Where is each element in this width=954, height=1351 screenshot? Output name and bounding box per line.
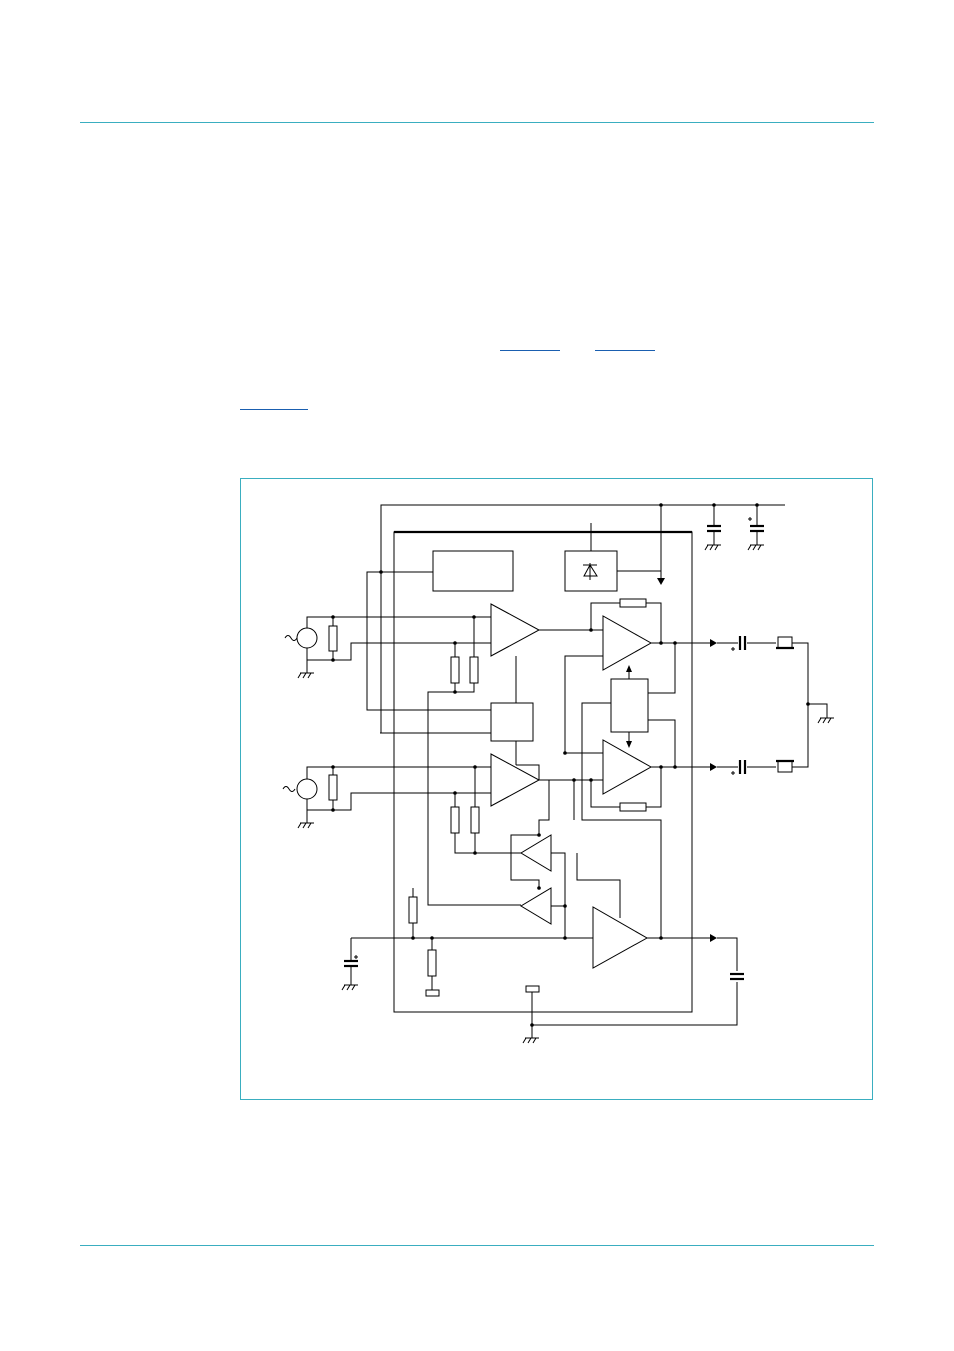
amplifier-icon — [603, 740, 651, 794]
arrow-right-icon — [710, 934, 717, 942]
arrow-right-icon — [710, 639, 717, 647]
ground-icon — [298, 823, 314, 828]
resistor-icon — [620, 803, 646, 811]
amplifier-icon — [521, 888, 551, 924]
source-icon — [297, 779, 317, 799]
resistor-icon — [329, 775, 337, 800]
source-icon — [297, 628, 317, 648]
ground-icon — [342, 985, 358, 990]
footer-rule — [80, 1245, 874, 1246]
supply-rail — [381, 505, 785, 733]
arrow-down-icon — [657, 578, 665, 585]
ground-icon — [748, 545, 764, 550]
resistor-icon — [471, 807, 479, 833]
diode-icon — [583, 563, 597, 580]
resistor-icon — [620, 599, 646, 607]
control-block — [491, 703, 533, 741]
resistor-icon — [428, 950, 436, 976]
ground-icon — [818, 718, 834, 723]
amplifier-icon — [603, 616, 651, 670]
internal-block — [433, 551, 513, 591]
ground-icon — [705, 545, 721, 550]
pin-pad — [526, 986, 539, 992]
resistor-icon — [329, 626, 337, 651]
pin-pad — [426, 990, 439, 996]
protection-block — [611, 679, 648, 732]
arrow-right-icon — [710, 763, 717, 771]
amplifier-icon — [491, 754, 539, 806]
resistor-icon — [451, 657, 459, 683]
speaker-icon — [776, 761, 794, 772]
amplifier-icon — [521, 835, 551, 871]
ground-icon — [298, 673, 314, 678]
reference-block — [565, 551, 617, 591]
ic-package-outline — [394, 532, 692, 1012]
resistor-icon — [470, 657, 478, 683]
resistor-icon — [451, 807, 459, 833]
speaker-icon — [776, 637, 794, 648]
ground-icon — [523, 1038, 539, 1043]
resistor-icon — [409, 897, 417, 923]
amplifier-icon — [491, 604, 539, 656]
